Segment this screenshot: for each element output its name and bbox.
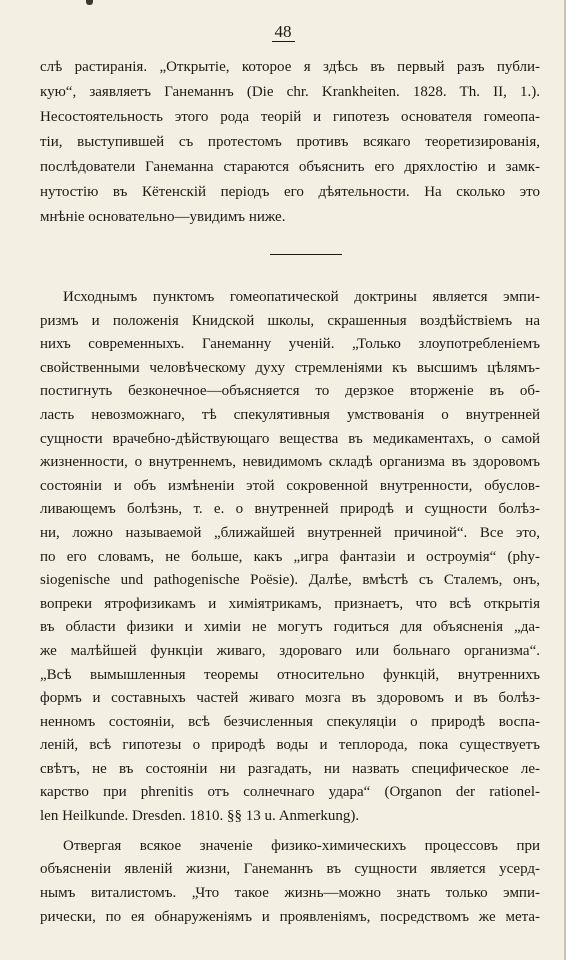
text-line: мнѣніе основательно—увидимъ ниже. [40,209,286,225]
text-line: состояніи и объ измѣненіи этой сокровенной внутренности, обуслов- [40,477,540,494]
text-line: объясненіи явленій жизни, Ганеманнъ въ сущности является усерд- [40,861,540,878]
binding-mark [86,0,93,5]
text-line: Исходнымъ пунктомъ гомеопатической доктрины является эмпи- [63,289,540,305]
text-line: ни, ложно называемой „ближайшей внутренней причиной“. Все это, [40,524,540,541]
text-line: Несостоятельность этого рода теорій и гипотезъ основателя гомеопа- [40,109,540,125]
text-line: слѣ растиранія. „Открытіе, которое я здѣсь въ первый разъ публи- [40,59,540,75]
text-line: леній, всѣ гипотезы о природѣ воды и теплорода, пока существуетъ [40,737,540,754]
text-line: ненномъ состояніи, всѣ безчисленныя спекуляціи о природѣ воспа- [40,713,540,730]
text-line: siogenische und pathogenische Poësie). Далѣе, вмѣстѣ съ Сталемъ, онъ, [40,572,540,589]
text-line: рически, по ея обнаруженіямъ и проявленіямъ, посредствомъ же мета- [40,908,540,925]
text-line: сущности врачебно-дѣйствующаго вещества въ медикаментахъ, о самой [40,430,540,447]
text-line: карство при phrenitis отъ солнечнаго удара“ (Organon der rationel- [40,784,540,801]
text-line: постигнуть безконечное—объясняется то дерзкое вторженіе въ об- [40,383,540,400]
paragraph-continuation [40,55,540,230]
section-divider [270,254,342,255]
text-line: по его словамъ, не больше, какъ „игра фантазіи и остроумія“ (phy- [40,548,540,565]
text-line: „Всѣ вымышленныя теоремы относительно функцій, внутреннихъ [40,666,540,683]
paragraph-final [40,835,540,929]
text-line: кую“, заявляетъ Ганеманнъ (Die chr. Krankheiten. 1828. Th. II, 1.). [40,84,540,100]
text-line: вопреки ятрофизикамъ и химіятрикамъ, признаетъ, что всѣ открытія [40,595,540,612]
text-line: свѣтъ, не въ состояніи ни разгадать, ни назвать специфическое ле- [40,760,540,777]
paragraph-main [40,286,540,829]
text-line: нымъ виталистомъ. „Что такое жизнь—можно знать только эмпи- [40,884,540,901]
text-line: len Heilkunde. Dresden. 1810. §§ 13 u. Anmerkung). [40,808,360,825]
text-line: свойственными человѣческому духу стремленіями къ высшимъ цѣлямъ- [40,359,540,376]
text-line: жизненности, о внутреннемъ, невидимомъ складѣ организма въ здоровомъ [40,454,540,471]
text-line: нихъ современныхъ. Ганеманну ученій. „Только злоупотребленіемъ [40,336,540,353]
text-line: Отвергая всякое значеніе физико-химическихъ процессовъ при [63,837,540,854]
text-line: тіи, выступившей съ протестомъ противъ всякаго теоретизированія, [40,134,540,150]
text-line: формъ и составныхъ частей живаго мозга въ здоровомъ и въ болѣз- [40,690,540,707]
text-line: ризмъ и положенія Книдской школы, скрашенныя воздѣйствіемъ на [40,312,540,329]
text-line: послѣдователи Ганеманна стараются объяснить его дряхлостію и замк- [40,159,540,175]
page-number: 48 [0,22,566,42]
text-line: ливающемъ болѣзнь, т. е. о внутренней природѣ и сущности болѣз- [40,501,540,518]
text-line: же малѣйшей функціи живаго, здороваго или больнаго организма“. [40,642,540,659]
text-line: ласть невозможнаго, тѣ спекулятивныя умствованія о внутренней [40,406,540,423]
text-line: въ области физики и химіи не могутъ годиться для объясненія „да- [40,619,540,636]
text-line: нутостію въ Кётенскій періодъ его дѣятельности. На сколько это [40,184,540,200]
